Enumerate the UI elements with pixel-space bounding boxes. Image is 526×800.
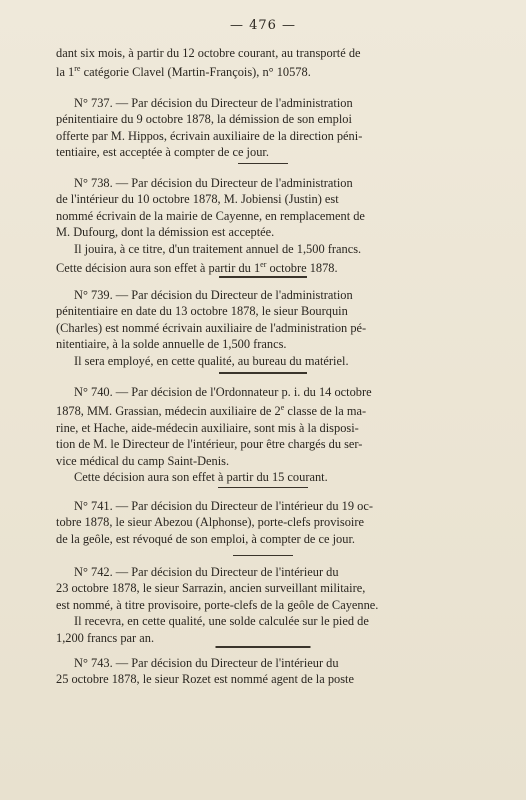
decision-line: pénitentiaire du 9 octobre 1878, la démission de son emploi: [56, 112, 352, 127]
divider: [219, 372, 307, 374]
intro-paragraph: [56, 45, 472, 81]
decision-line: offerte par M. Hippos, écrivain auxiliaire de la direction péni-: [56, 128, 363, 143]
divider: [218, 487, 308, 488]
decision-line: N° 738. — Par décision du Directeur de l'administration: [74, 176, 353, 190]
divider: [219, 276, 307, 278]
decision-text: octobre 1878.: [266, 261, 338, 276]
decision-line: [56, 257, 472, 276]
decision-line: 25 octobre 1878, le sieur Rozet est nommé agent de la poste: [56, 672, 354, 687]
decision-text: classe de la ma-: [284, 404, 367, 419]
decision-line: est nommé, à titre provisoire, porte-clefs de la geôle de Cayenne.: [56, 597, 379, 612]
decision-line: rine, et Hache, aide-médecin auxiliaire, sont mis à la disposi-: [56, 420, 359, 435]
decision-line: nitentiaire, à la solde annuelle de 1,500 francs.: [56, 337, 287, 352]
decision-739: [56, 287, 472, 369]
divider: [238, 163, 288, 164]
decision-line: N° 740. — Par décision de l'Ordonnateur p. i. du 14 octobre: [74, 385, 372, 399]
decision-740: [56, 384, 472, 485]
decision-line: N° 737. — Par décision du Directeur de l'administration: [74, 96, 353, 110]
decision-line: nommé écrivain de la mairie de Cayenne, en remplacement de: [56, 208, 365, 223]
decision-line: tobre 1878, le sieur Abezou (Alphonse), porte-clefs provisoire: [56, 515, 364, 530]
intro-line: dant six mois, à partir du 12 octobre courant, au transporté de: [56, 46, 361, 60]
decision-743: [56, 655, 472, 688]
decision-line: Il sera employé, en cette qualité, au bureau du matériel.: [74, 353, 349, 368]
decision-line: [56, 400, 472, 419]
decision-line: tentiaire, est acceptée à compter de ce jour.: [56, 145, 269, 160]
superscript: e: [280, 403, 285, 413]
decision-text: Cette décision aura son effet à partir du 1: [56, 261, 261, 276]
decision-line: M. Dufourg, dont la démission est acceptée.: [56, 225, 275, 240]
decision-line: de l'intérieur du 10 octobre 1878, M. Jobiensi (Justin) est: [56, 192, 339, 207]
decision-738: [56, 175, 472, 276]
decision-line: 1,200 francs par an.: [56, 630, 155, 645]
decision-742: [56, 564, 472, 646]
decision-line: Cette décision aura son effet à partir du 15 courant.: [74, 470, 328, 485]
decision-737: [56, 95, 472, 161]
divider: [216, 646, 311, 648]
intro-text: la 1: [56, 65, 75, 80]
decision-line: (Charles) est nommé écrivain auxiliaire de l'administration pé-: [56, 320, 367, 335]
decision-line: N° 741. — Par décision du Directeur de l'intérieur du 19 oc-: [74, 499, 373, 513]
decision-line: 23 octobre 1878, le sieur Sarrazin, ancien surveillant militaire,: [56, 581, 366, 596]
decision-line: tion de M. le Directeur de l'intérieur, pour être chargés du ser-: [56, 437, 363, 452]
decision-line: Il recevra, en cette qualité, une solde calculée sur le pied de: [74, 614, 369, 629]
decision-line: N° 742. — Par décision du Directeur de l'intérieur du: [74, 565, 339, 579]
decision-line: vice médical du camp Saint-Denis.: [56, 453, 230, 468]
superscript: re: [74, 64, 81, 74]
page-number: — 476 —: [229, 18, 297, 33]
intro-line: [56, 61, 472, 80]
decision-line: Il jouira, à ce titre, d'un traitement annuel de 1,500 francs.: [74, 241, 362, 256]
divider: [233, 555, 293, 556]
decision-line: N° 743. — Par décision du Directeur de l'intérieur du: [74, 656, 339, 670]
decision-line: de la geôle, est révoqué de son emploi, à compter de ce jour.: [56, 531, 355, 546]
decision-741: [56, 498, 472, 547]
superscript: er: [260, 260, 267, 270]
intro-text: catégorie Clavel (Martin-François), n° 10578.: [80, 65, 311, 80]
decision-line: N° 739. — Par décision du Directeur de l'administration: [74, 288, 353, 302]
decision-line: pénitentiaire en date du 13 octobre 1878, le sieur Bourquin: [56, 304, 348, 319]
decision-text: 1878, MM. Grassian, médecin auxiliaire de 2: [56, 404, 281, 419]
